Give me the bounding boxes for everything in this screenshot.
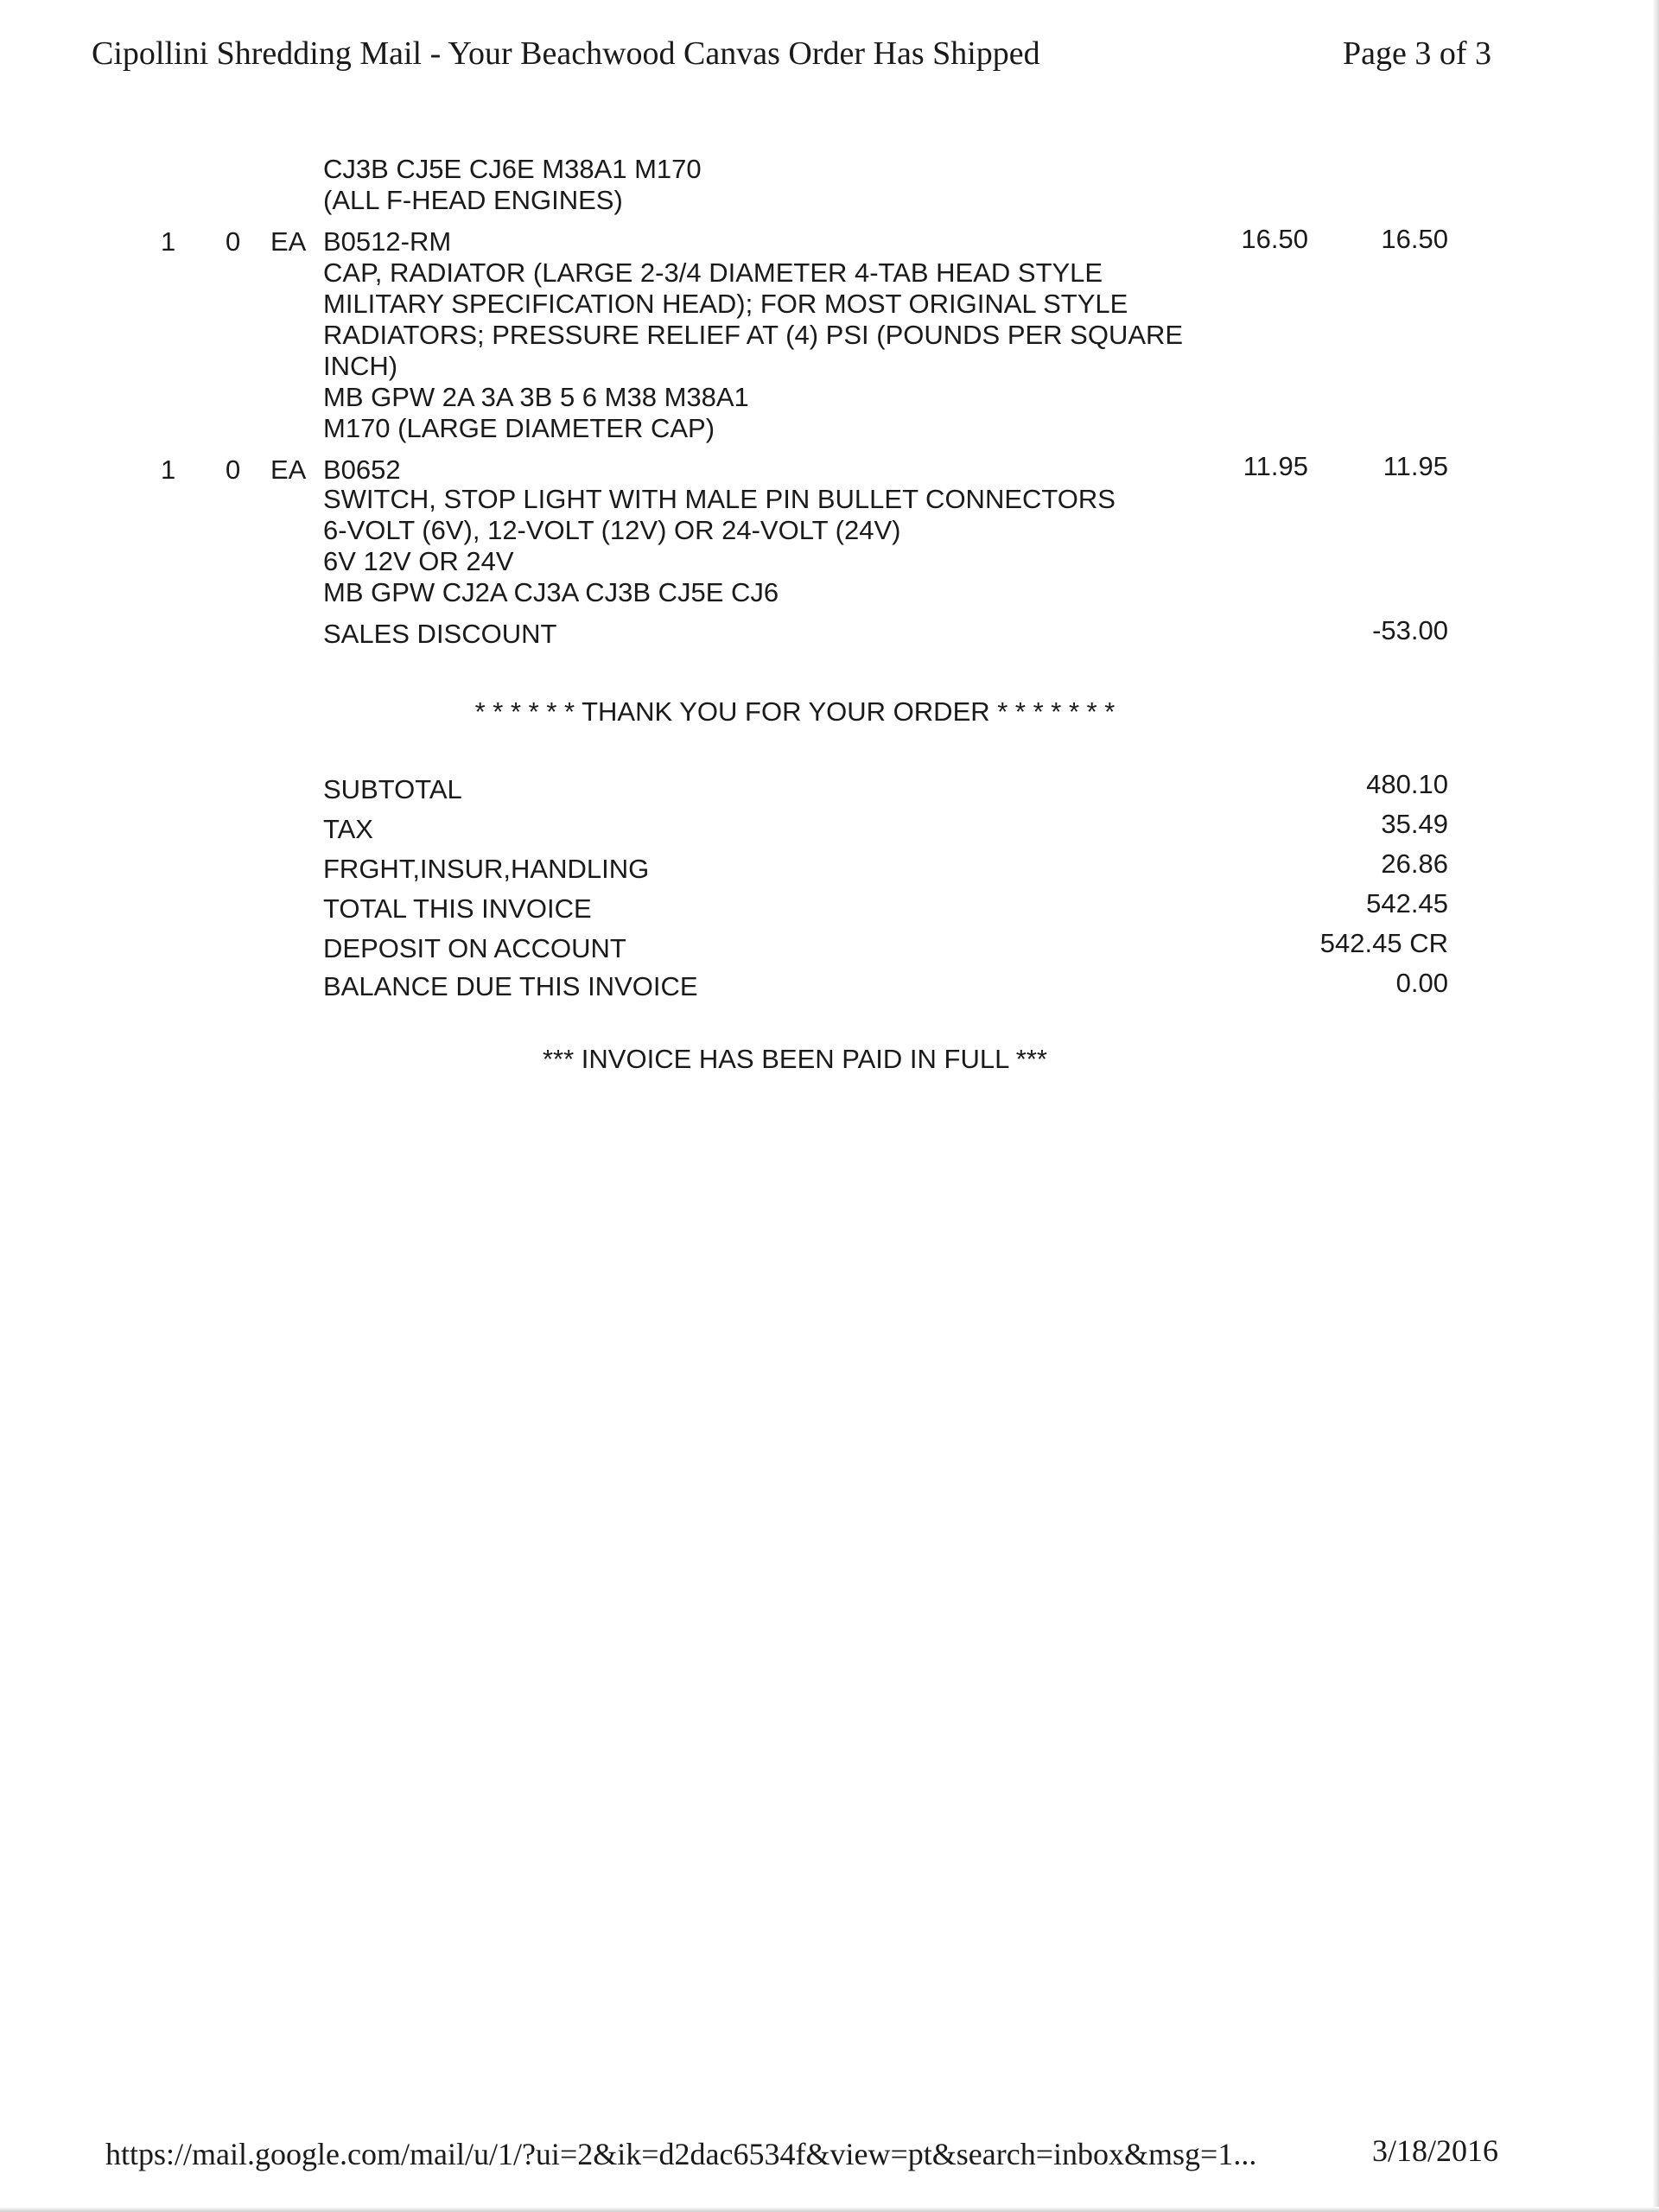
page-number: Page 3 of 3 xyxy=(1343,35,1492,72)
unit-price: 16.50 xyxy=(1241,224,1308,254)
extended-price: 16.50 xyxy=(1381,224,1448,254)
freight-value: 26.86 xyxy=(1381,849,1448,879)
item-description-line: 6-VOLT (6V), 12-VOLT (12V) OR 24-VOLT (24V) xyxy=(323,515,901,545)
extended-price: 11.95 xyxy=(1382,451,1448,481)
freight-label: FRGHT,INSUR,HANDLING xyxy=(323,854,650,884)
tax-value: 35.49 xyxy=(1381,809,1448,839)
unit-price: 11.95 xyxy=(1243,451,1308,481)
deposit-value: 542.45 CR xyxy=(1319,928,1448,958)
page-header-title: Cipollini Shredding Mail - Your Beachwood Canvas Order Has Shipped xyxy=(92,35,1040,72)
item-description-line: INCH) xyxy=(323,351,398,381)
continued-line: (ALL F-HEAD ENGINES) xyxy=(323,185,623,215)
item-description-line: MB GPW 2A 3A 3B 5 6 M38 M38A1 xyxy=(323,382,749,412)
paid-in-full-notice: *** INVOICE HAS BEEN PAID IN FULL *** xyxy=(542,1044,1047,1074)
balance-due-value: 0.00 xyxy=(1395,968,1448,998)
qty-backordered: 0 xyxy=(226,454,241,485)
sales-discount-label: SALES DISCOUNT xyxy=(323,619,557,649)
total-invoice-value: 542.45 xyxy=(1366,888,1448,918)
item-description-line: MB GPW CJ2A CJ3A CJ3B CJ5E CJ6 xyxy=(323,577,779,607)
footer-url: https://mail.google.com/mail/u/1/?ui=2&ik=d2dac6534f&view=pt&search=inbox&msg=1... xyxy=(105,2137,1257,2171)
subtotal-value: 480.10 xyxy=(1366,769,1448,799)
item-description-line: RADIATORS; PRESSURE RELIEF AT (4) PSI (POUNDS PER SQUARE xyxy=(323,320,1184,350)
part-number: B0652 xyxy=(323,454,401,485)
qty-ordered: 1 xyxy=(161,454,176,485)
qty-ordered: 1 xyxy=(161,226,176,257)
page-edge-shadow xyxy=(1652,0,1659,2212)
item-description-line: SWITCH, STOP LIGHT WITH MALE PIN BULLET CONNECTORS xyxy=(323,484,1116,514)
total-invoice-label: TOTAL THIS INVOICE xyxy=(323,893,592,924)
item-description-line: 6V 12V OR 24V xyxy=(323,546,514,576)
unit-of-measure: EA xyxy=(270,226,307,257)
deposit-label: DEPOSIT ON ACCOUNT xyxy=(323,933,626,963)
balance-due-label: BALANCE DUE THIS INVOICE xyxy=(323,971,698,1001)
footer-date: 3/18/2016 xyxy=(1372,2133,1499,2168)
thank-you-message: * * * * * * THANK YOU FOR YOUR ORDER * * * * * * * xyxy=(474,696,1116,727)
qty-backordered: 0 xyxy=(226,226,241,257)
item-description-line: CAP, RADIATOR (LARGE 2-3/4 DIAMETER 4-TAB HEAD STYLE xyxy=(323,257,1103,288)
tax-label: TAX xyxy=(323,814,373,844)
sales-discount-amount: -53.00 xyxy=(1372,615,1448,645)
item-description-line: M170 (LARGE DIAMETER CAP) xyxy=(323,413,715,443)
subtotal-label: SUBTOTAL xyxy=(323,774,462,804)
continued-line: CJ3B CJ5E CJ6E M38A1 M170 xyxy=(323,154,702,184)
unit-of-measure: EA xyxy=(270,454,307,485)
item-description-line: MILITARY SPECIFICATION HEAD); FOR MOST ORIGINAL STYLE xyxy=(323,289,1128,319)
part-number: B0512-RM xyxy=(323,226,452,257)
page-edge-shadow xyxy=(0,2207,1659,2212)
